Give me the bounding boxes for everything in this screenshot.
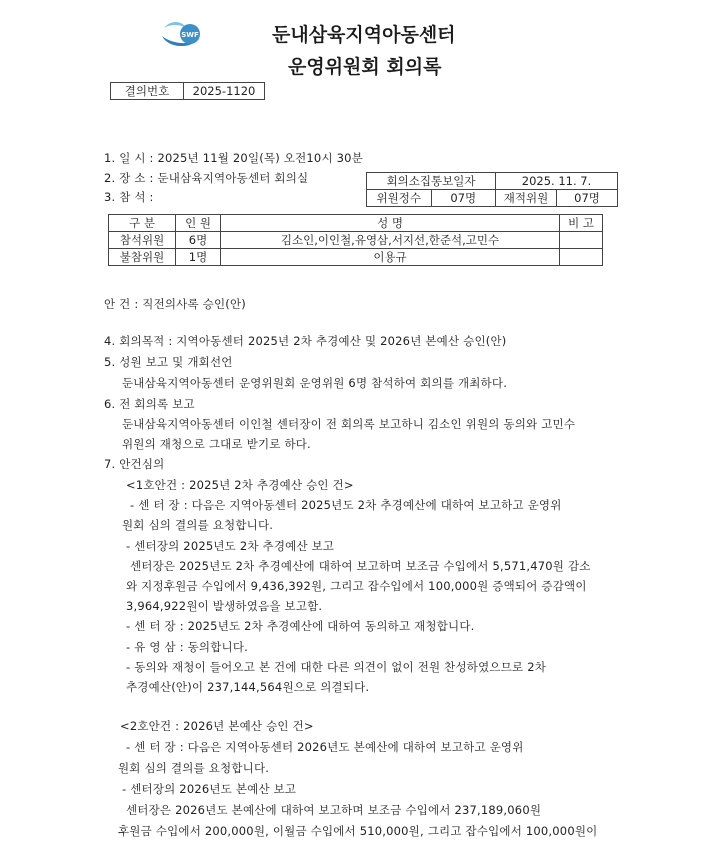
attendance-header-row: [109, 215, 603, 232]
section-6-body-2: 위원의 재청으로 그대로 받기로 하다.: [122, 437, 311, 451]
enrolled-members-value: 07명: [557, 190, 618, 207]
agenda-1-line-8: - 유 영 삼 : 동의합니다.: [126, 640, 249, 654]
agenda-2-line-2: 원회 심의 결의를 요청합니다.: [118, 761, 270, 775]
attend-count: 6명: [176, 232, 221, 249]
resolution-value: 2025-1120: [184, 83, 265, 100]
agenda-1-line-5: 와 지정후원금 수입에서 9,436,392원, 그리고 잡수입에서 100,000원 증액되어 증감액이: [126, 579, 587, 593]
page-title: 둔내삼육지역아동센터: [272, 24, 456, 46]
agenda-1-title: <1호안건 : 2025년 2차 추경예산 승인 건>: [126, 478, 354, 492]
attend-names: 김소인,이인철,유영삼,서지선,한준석,고민수: [221, 232, 560, 249]
agenda-1-line-2: 원회 심의 결의를 요청합니다.: [122, 518, 274, 532]
meeting-attendance-label: 3. 참 석 :: [104, 190, 154, 204]
header-category: 구 분: [109, 215, 176, 232]
agenda-1-line-3: - 센터장의 2025년도 2차 추경예산 보고: [126, 539, 335, 553]
absent-category: 불참위원: [109, 249, 176, 266]
agenda-1-line-10: 추경예산(안)이 237,144,564원으로 의결되다.: [126, 680, 370, 694]
agenda-1-line-9: - 동의와 재청이 들어오고 본 건에 대한 다른 의견이 없이 전원 찬성하였으므로 2차: [126, 660, 547, 674]
attend-category: 참석위원: [109, 232, 176, 249]
purpose-line: 4. 회의목적 : 지역아동센터 2025년 2차 추경예산 및 2026년 본예산 승인(안): [104, 334, 507, 348]
agenda-title: 안 건 : 직전의사록 승인(안): [104, 297, 246, 311]
section-6-heading: 6. 전 회의록 보고: [104, 397, 195, 411]
absent-remarks: [560, 249, 603, 266]
meeting-date: 1. 일 시 : 2025년 11월 20일(목) 오전10시 30분: [104, 151, 363, 165]
agenda-1-line-4: 센터장은 2025년도 2차 추경예산에 대하여 보고하며 보조금 수입에서 5,571,470원 감소: [130, 559, 591, 573]
section-7-heading: 7. 안건심의: [104, 457, 165, 471]
section-5-body: 둔내삼육지역아동센터 운영위원회 운영위원 6명 참석하여 회의를 개최하다.: [122, 376, 508, 390]
table-row: [109, 249, 603, 266]
meeting-place: 2. 장 소 : 둔내삼육지역아동센터 회의실: [104, 171, 309, 185]
agenda-2-line-4: 센터장은 2026년도 본예산에 대하여 보고하며 보조금 수입에서 237,189,060원: [126, 803, 542, 817]
attendance-table: [108, 214, 603, 266]
agenda-1-line-1: - 센 터 장 : 다음은 지역아동센터 2025년도 2차 추경예산에 대하여 보고하고 운영위: [130, 498, 562, 512]
section-5-heading: 5. 성원 보고 및 개회선언: [104, 355, 233, 369]
header-count: 인 원: [176, 215, 221, 232]
attend-remarks: [560, 232, 603, 249]
agenda-2-line-5: 후원금 수입에서 200,000원, 이월금 수입에서 510,000원, 그리고 잡수입에서 100,000원이: [118, 824, 598, 838]
agenda-2-title: <2호안건 : 2026년 본예산 승인 건>: [120, 719, 314, 733]
section-6-body-1: 둔내삼육지역아동센터 이인철 센터장이 전 회의록 보고하니 김소인 위원의 동의와 고민수: [122, 417, 576, 431]
table-row: [109, 232, 603, 249]
enrolled-members-label: 재적위원: [496, 190, 557, 207]
header-names: 성 명: [221, 215, 560, 232]
logo-text: SWF: [181, 31, 199, 39]
absent-names: 이용규: [221, 249, 560, 266]
header-remarks: 비 고: [560, 215, 603, 232]
agenda-2-line-1: - 센 터 장 : 다음은 지역아동센터 2026년도 본예산에 대하여 보고하고 운영위: [126, 740, 524, 754]
agenda-1-line-6: 3,964,922원이 발생하였음을 보고함.: [126, 599, 323, 613]
organization-logo: [160, 18, 206, 52]
page-subtitle: 운영위원회 회의록: [288, 56, 442, 78]
members-quota-value: 07명: [431, 190, 496, 207]
agenda-2-line-3: - 센터장의 2026년도 본예산 보고: [122, 782, 297, 796]
agenda-1-line-7: - 센 터 장 : 2025년도 2차 추경예산에 대하여 동의하고 재청합니다.: [126, 619, 475, 633]
resolution-number-table: [110, 82, 265, 100]
members-quota-label: 위원정수: [367, 190, 432, 207]
notice-date-label: 회의소집통보일자: [367, 173, 496, 190]
notice-date-value: 2025. 11. 7.: [496, 173, 618, 190]
notice-table: [366, 172, 618, 207]
absent-count: 1명: [176, 249, 221, 266]
resolution-label: 결의번호: [111, 83, 184, 100]
